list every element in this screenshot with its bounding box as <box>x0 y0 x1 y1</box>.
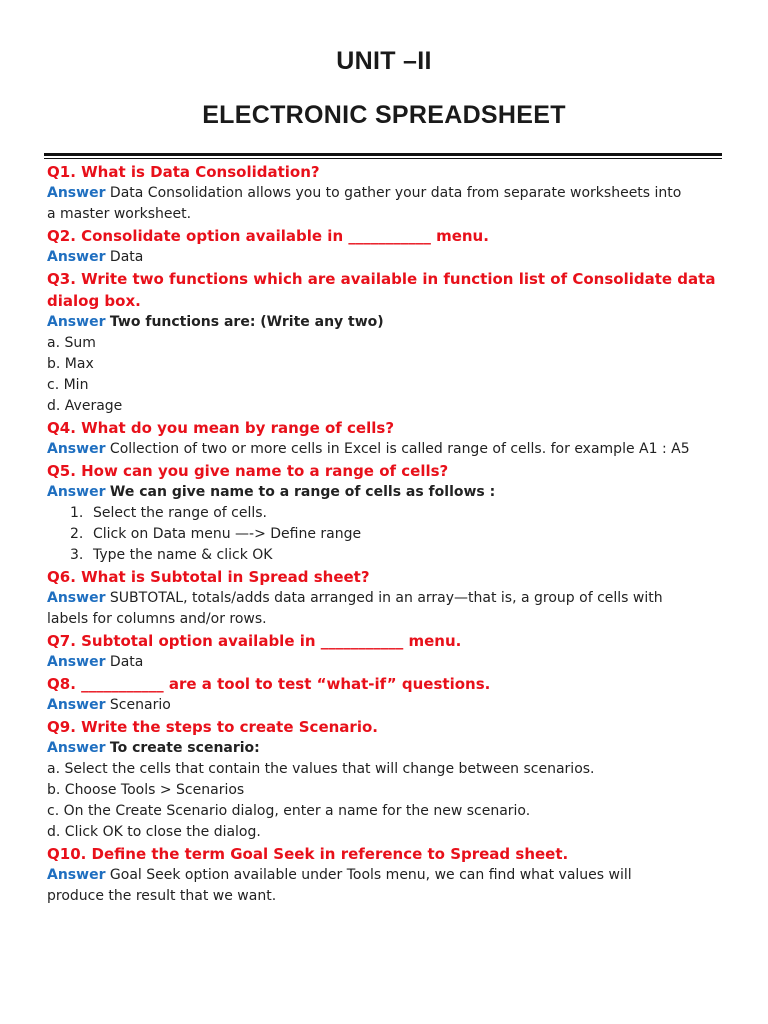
list-item: b. Choose Tools > Scenarios <box>47 782 245 798</box>
answer-1 <box>47 183 727 204</box>
question-1: Q1. What is Data Consolidation? <box>47 163 320 181</box>
question-6: Q6. What is Subtotal in Spread sheet? <box>47 568 370 586</box>
list-number: 1. <box>70 505 84 521</box>
answer-1-continued: a master worksheet. <box>47 206 192 222</box>
answer-2 <box>47 247 727 268</box>
list-number: 3. <box>70 547 84 563</box>
list-text: Select the range of cells. <box>93 505 268 521</box>
list-item: c. On the Create Scenario dialog, enter a name for the new scenario. <box>47 803 531 819</box>
list-item: d. Average <box>47 398 123 414</box>
answer-label: Answer <box>47 441 106 457</box>
list-item: a. Select the cells that contain the values that will change between scenarios. <box>47 761 595 777</box>
answer-10 <box>47 865 727 886</box>
answer-5-text: We can give name to a range of cells as follows : <box>109 484 496 500</box>
list-item <box>47 545 727 566</box>
question-2: Q2. Consolidate option available in ___________ menu. <box>47 227 489 245</box>
answer-label: Answer <box>47 867 106 883</box>
question-3: Q3. Write two functions which are available in function list of Consolidate data <box>47 270 716 288</box>
answer-10-text: Goal Seek option available under Tools menu, we can find what values will <box>109 867 632 883</box>
question-10: Q10. Define the term Goal Seek in reference to Spread sheet. <box>47 845 569 863</box>
answer-6-text: SUBTOTAL, totals/adds data arranged in an array—that is, a group of cells with <box>109 590 663 606</box>
answer-10-continued: produce the result that we want. <box>47 888 277 904</box>
answer-3-text: Two functions are: (Write any two) <box>109 314 384 330</box>
list-item: b. Max <box>47 356 94 372</box>
list-item: c. Min <box>47 377 89 393</box>
answer-label: Answer <box>47 185 106 201</box>
answer-9 <box>47 738 727 759</box>
answer-label: Answer <box>47 697 106 713</box>
question-5: Q5. How can you give name to a range of cells? <box>47 462 449 480</box>
answer-label: Answer <box>47 484 106 500</box>
answer-label: Answer <box>47 249 106 265</box>
answer-2-text: Data <box>109 249 144 265</box>
subject-heading: ELECTRONIC SPREADSHEET <box>202 101 566 129</box>
answer-label: Answer <box>47 740 106 756</box>
question-4: Q4. What do you mean by range of cells? <box>47 419 395 437</box>
question-8: Q8. ___________ are a tool to test “what-if” questions. <box>47 675 491 693</box>
question-3-continued: dialog box. <box>47 292 141 310</box>
answer-6 <box>47 588 727 609</box>
list-item: d. Click OK to close the dialog. <box>47 824 261 840</box>
list-text: Type the name & click OK <box>93 547 273 563</box>
answer-8-text: Scenario <box>109 697 171 713</box>
answer-7 <box>47 652 727 673</box>
answer-9-text: To create scenario: <box>109 740 260 756</box>
answer-label: Answer <box>47 654 106 670</box>
heading-divider-thick <box>44 153 722 156</box>
answer-5 <box>47 482 727 503</box>
qa-content <box>47 161 727 907</box>
answer-4-text: Collection of two or more cells in Excel is called range of cells. for example A1 : A5 <box>109 441 690 457</box>
question-9: Q9. Write the steps to create Scenario. <box>47 718 378 736</box>
answer-label: Answer <box>47 590 106 606</box>
answer-1-text: Data Consolidation allows you to gather your data from separate worksheets into <box>109 185 682 201</box>
unit-heading: UNIT –II <box>336 47 432 75</box>
answer-7-text: Data <box>109 654 144 670</box>
heading-divider-thin <box>44 158 722 159</box>
answer-4 <box>47 439 727 460</box>
answer-8 <box>47 695 727 716</box>
list-text: Click on Data menu —-> Define range <box>93 526 362 542</box>
list-item: a. Sum <box>47 335 96 351</box>
answer-label: Answer <box>47 314 106 330</box>
list-item <box>47 503 727 524</box>
answer-6-continued: labels for columns and/or rows. <box>47 611 267 627</box>
question-7: Q7. Subtotal option available in ___________ menu. <box>47 632 462 650</box>
list-item <box>47 524 727 545</box>
answer-3 <box>47 312 727 333</box>
list-number: 2. <box>70 526 84 542</box>
